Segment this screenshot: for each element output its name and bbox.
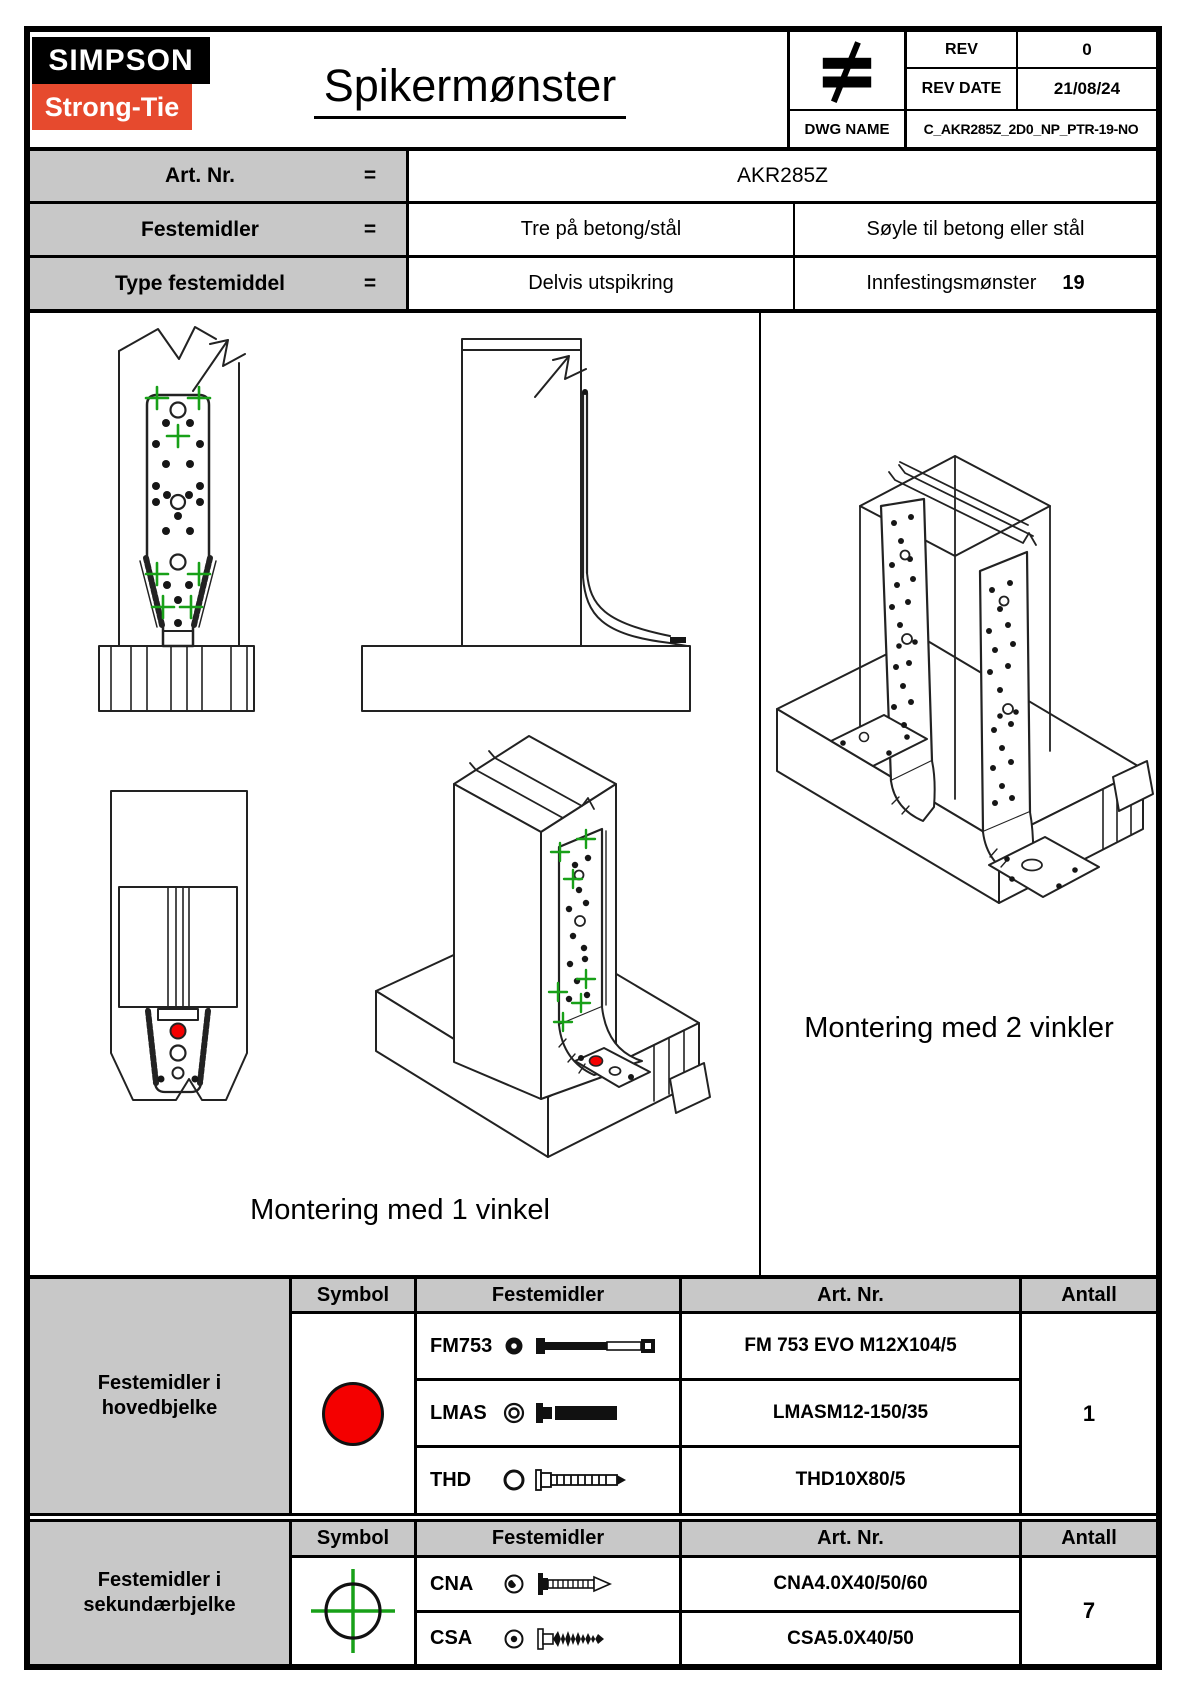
table-row-csa [417,1613,692,1664]
csa-code: CSA [430,1627,473,1649]
caption-montering-1-vinkel: Montering med 1 vinkel [250,1194,550,1226]
innfestingsmonster-number: 19 [1062,272,1085,294]
cna-nail-icon [534,1569,672,1599]
table2-col-antall: Antall [1061,1527,1117,1549]
cna-artnr: CNA4.0X40/50/60 [773,1573,928,1594]
plan-view-drawing [111,791,247,1100]
logo-simpson-text: SIMPSON [32,37,210,84]
table-row-lmas [417,1381,692,1445]
innfestingsmonster-label: Innfestingsmønster [866,272,1037,294]
page-title: Spikermønster [255,52,685,126]
table1-col-festemidler: Festemidler [491,1283,605,1306]
dwg-name-label: DWG NAME [804,120,890,138]
rev-label: REV [945,40,978,58]
isometric-2-brackets-drawing [777,456,1153,903]
table2-col-festemidler: Festemidler [491,1527,605,1549]
lmas-bolt-icon [534,1398,672,1428]
dwg-name-value: C_AKR285Z_2D0_NP_PTR-19-NO [923,121,1139,137]
not-equal-icon [790,32,904,109]
type-festemiddel-label: Type festemiddel [115,271,285,295]
innfestingsmonster-cell [795,258,1156,309]
lmas-head-icon [502,1401,526,1425]
thd-head-icon [502,1468,526,1492]
table2-col-artnr: Art. Nr. [817,1527,884,1549]
lmas-artnr: LMASM12-150/35 [772,1402,929,1423]
table1-col-symbol: Symbol [316,1283,390,1306]
csa-screw-icon [534,1624,672,1654]
lmas-code: LMAS [430,1401,487,1424]
table-row-thd [417,1448,692,1512]
montering-2-vinkler-drawing [761,309,1156,1275]
caption-montering-2-vinkler: Montering med 2 vinkler [804,1012,1114,1044]
isometric-1-bracket-drawing [376,736,710,1157]
art-nr-label: Art. Nr. [164,164,235,187]
thd-code: THD [430,1468,472,1491]
front-view-drawing [99,327,254,711]
thd-artnr: THD10X80/5 [795,1469,906,1490]
fm753-bolt-icon [534,1331,672,1361]
art-nr-value: AKR285Z [736,164,829,187]
green-crosshair-symbol-icon [305,1563,401,1659]
rev-date-label: REV DATE [921,80,1002,97]
simpson-strongtie-logo [32,37,210,130]
type-festemiddel-value: Delvis utspikring [528,272,674,294]
logo-strongtie-text: Strong-Tie [32,84,192,130]
hovedbjelke-symbol-cell [292,1314,414,1513]
montering-1-vinkel-drawings [30,309,758,1275]
rev-value: 0 [1082,39,1092,59]
fm753-head-icon [502,1334,526,1358]
festemidler-equals: = [363,217,377,241]
anchor-symbol-red-iso [590,1056,603,1066]
rev-date-value: 21/08/24 [1053,79,1121,98]
fm753-code: FM753 [430,1334,493,1357]
festemidler-value-1: Tre på betong/stål [520,218,682,240]
anchor-symbol-red [171,1024,186,1039]
red-circle-symbol-icon [322,1382,384,1446]
table1-col-antall: Antall [1061,1283,1117,1306]
thd-bolt-icon [534,1465,672,1495]
festemidler-label: Festemidler [141,217,259,241]
art-nr-equals: = [363,164,377,187]
table-row-cna [417,1558,692,1610]
side-view-drawing [362,339,690,711]
sheet-frame [24,26,1162,1670]
hovedbjelke-row-label: Festemidler i hovedbjelke [97,1372,222,1419]
divider [30,1513,1156,1516]
csa-artnr: CSA5.0X40/50 [787,1627,914,1649]
cna-code: CNA [430,1572,474,1595]
table-row-fm753 [417,1314,692,1378]
cna-head-icon [502,1572,526,1596]
table2-col-symbol: Symbol [316,1527,390,1549]
sekundaerbjelke-row-label: Festemidler i sekundærbjelke [83,1569,236,1616]
hovedbjelke-antall: 1 [1082,1400,1096,1426]
sekundaerbjelke-antall: 7 [1082,1598,1096,1623]
fm753-artnr: FM 753 EVO M12X104/5 [744,1335,957,1356]
festemidler-value-2: Søyle til betong eller stål [866,218,1085,240]
table1-col-artnr: Art. Nr. [817,1283,884,1306]
csa-head-icon [502,1627,526,1651]
type-festemiddel-equals: = [363,271,377,295]
sekundaerbjelke-symbol-cell [292,1558,414,1664]
